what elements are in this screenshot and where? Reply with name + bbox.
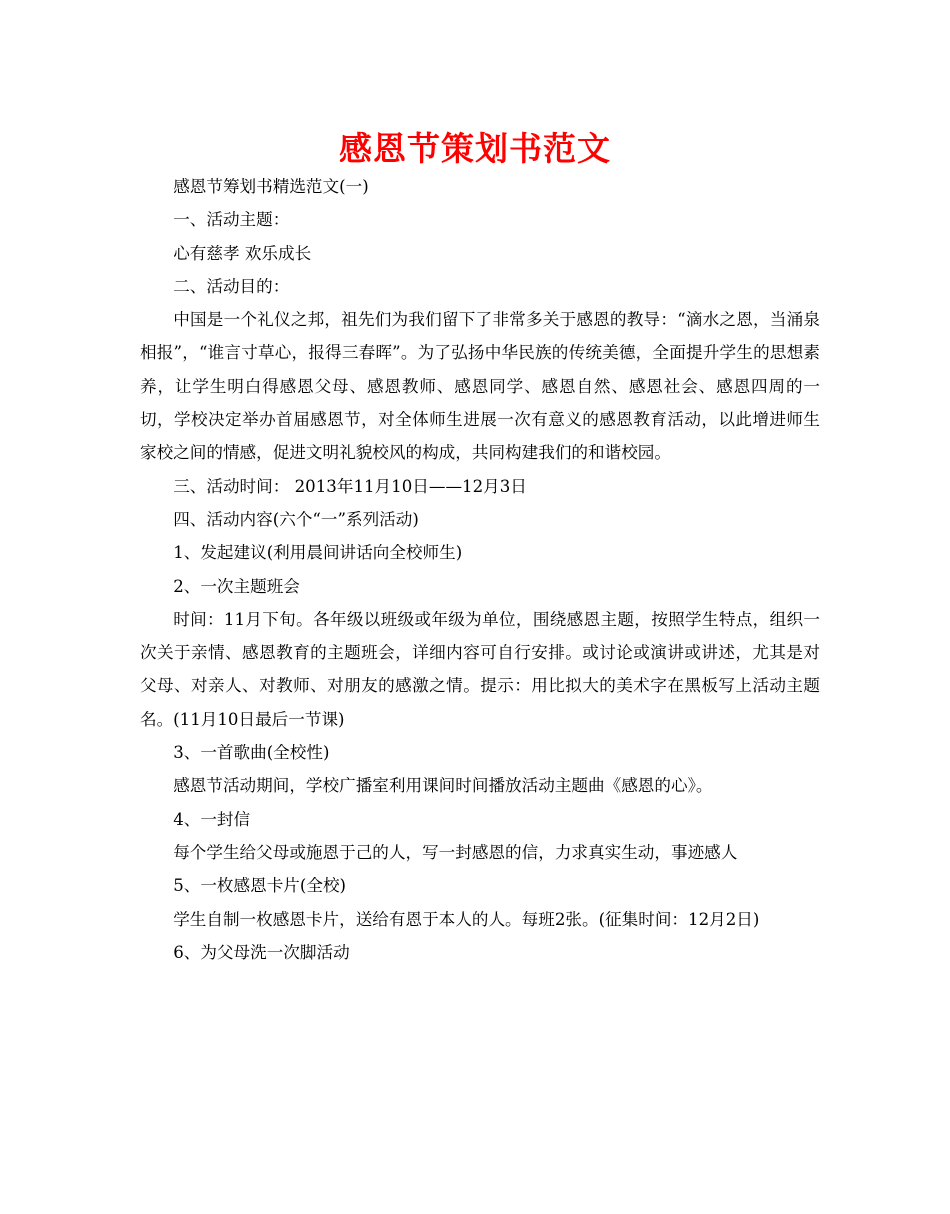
paragraph-item-6: 6、为父母洗一次脚活动 xyxy=(173,942,350,962)
paragraph-section-3: 三、活动时间： 2013年11月10日——12月3日 xyxy=(173,476,527,496)
paragraph-item-2: 2、一次主题班会 xyxy=(173,576,300,596)
paragraph-purpose: 中国是一个礼仪之邦，祖先们为我们留下了非常多关于感恩的教导：“滴水之恩，当涌泉相报”，“谁言寸草心，报得三春晖”。为了弘扬中华民族的传统美德，全面提升学生的思想素养，让学生明白得感恩父母、感恩教师、感恩同学、感恩自然、感恩社会、感恩四周的一切，学校决定举办首届感恩节，对全体师生进展一次有意义的感恩教育活动，以此增进师生家校之间的情感，促进文明礼貌校风的构成，共同构建我们的和谐校园。 xyxy=(140,310,820,463)
paragraph-heading: 感恩节筹划书精选范文(一) xyxy=(173,177,369,196)
paragraph-section-4: 四、活动内容(六个“一”系列活动) xyxy=(173,509,419,529)
document-title: 感恩节策划书范文 xyxy=(339,129,611,168)
paragraph-item-1: 1、发起建议(利用晨间讲话向全校师生) xyxy=(173,543,463,563)
paragraph-item-5-detail: 学生自制一枚感恩卡片，送给有恩于本人的人。每班2张。(征集时间：12月2日) xyxy=(173,909,760,929)
paragraph-section-2: 二、活动目的： xyxy=(173,276,290,296)
paragraph-item-4: 4、一封信 xyxy=(173,809,251,829)
paragraph-item-4-detail: 每个学生给父母或施恩于己的人，写一封感恩的信，力求真实生动，事迹感人 xyxy=(173,842,738,862)
paragraph-item-5: 5、一枚感恩卡片(全校) xyxy=(173,876,347,896)
paragraph-item-2-detail: 时间：11月下旬。各年级以班级或年级为单位，围绕感恩主题，按照学生特点，组织一次关于亲情、感恩教育的主题班会，详细内容可自行安排。或讨论或演讲或讲述，尤其是对父母、对亲人、对教师、对朋友的感激之情。提示：用比拟大的美术字在黑板写上活动主题名。(11月10日最后一节课) xyxy=(140,609,820,729)
document-body xyxy=(140,170,820,969)
paragraph-item-3: 3、一首歌曲(全校性) xyxy=(173,743,330,763)
paragraph-section-1: 一、活动主题： xyxy=(173,210,290,230)
paragraph-theme: 心有慈孝 欢乐成长 xyxy=(173,243,312,263)
paragraph-item-3-detail: 感恩节活动期间，学校广播室利用课间时间播放活动主题曲《感恩的心》。 xyxy=(173,776,713,796)
